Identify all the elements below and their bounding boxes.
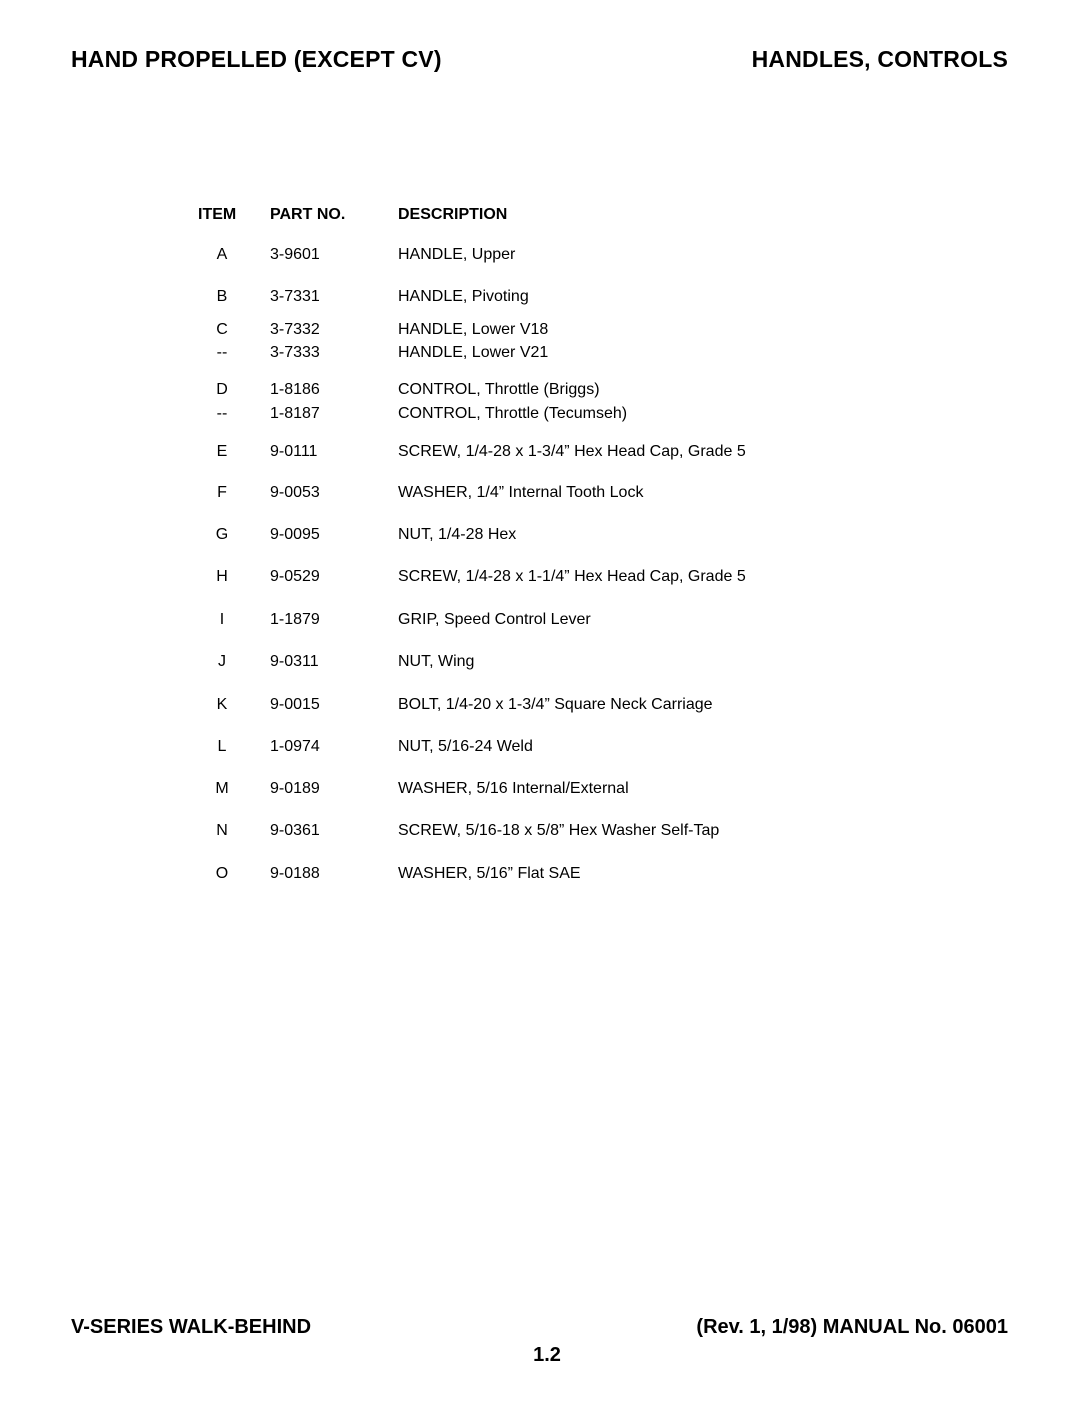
part-description: GRIP, Speed Control Lever — [398, 611, 591, 628]
table-row — [0, 653, 1080, 675]
part-number: 1-1879 — [270, 611, 320, 628]
table-row — [0, 611, 1080, 633]
item-letter: L — [217, 738, 227, 755]
item-letter: I — [219, 611, 225, 628]
part-description: NUT, 5/16-24 Weld — [398, 738, 533, 755]
part-number: 3-9601 — [270, 246, 320, 263]
table-row — [0, 738, 1080, 760]
part-description: HANDLE, Pivoting — [398, 288, 529, 305]
item-letter: F — [217, 484, 227, 501]
part-number: 9-0529 — [270, 568, 320, 585]
part-description: HANDLE, Upper — [398, 246, 516, 263]
table-row — [0, 484, 1080, 506]
item-letter: J — [218, 653, 226, 670]
part-number: 3-7333 — [270, 344, 320, 361]
item-letter: N — [216, 822, 228, 839]
page-number: 1.2 — [533, 1344, 561, 1366]
part-description: NUT, 1/4-28 Hex — [398, 526, 517, 543]
part-number: 9-0361 — [270, 822, 320, 839]
part-description: WASHER, 5/16 Internal/External — [398, 780, 629, 797]
part-number: 1-8186 — [270, 381, 320, 398]
item-letter: B — [216, 288, 228, 305]
part-description: HANDLE, Lower V21 — [398, 344, 549, 361]
item-letter: C — [216, 321, 228, 338]
table-row — [0, 865, 1080, 887]
item-letter: G — [215, 526, 229, 543]
column-header-part-no: PART NO. — [270, 206, 346, 223]
item-letter: A — [216, 246, 228, 263]
part-number: 3-7331 — [270, 288, 320, 305]
table-row — [0, 443, 1080, 465]
item-letter: -- — [216, 405, 228, 422]
part-description: WASHER, 5/16” Flat SAE — [398, 865, 581, 882]
table-row — [0, 780, 1080, 802]
item-letter: D — [216, 381, 228, 398]
item-letter: M — [215, 780, 229, 797]
table-row — [0, 381, 1080, 403]
part-number: 9-0095 — [270, 526, 320, 543]
section-title: HANDLES, CONTROLS — [751, 46, 1008, 72]
table-row — [0, 405, 1080, 427]
part-description: SCREW, 1/4-28 x 1-1/4” Hex Head Cap, Grade 5 — [398, 568, 746, 585]
part-number: 1-0974 — [270, 738, 320, 755]
table-row — [0, 288, 1080, 310]
table-row — [0, 246, 1080, 268]
footer-manual-number: (Rev. 1, 1/98) MANUAL No. 06001 — [696, 1316, 1008, 1338]
column-header-description: DESCRIPTION — [398, 206, 508, 223]
table-row — [0, 344, 1080, 366]
part-number: 9-0053 — [270, 484, 320, 501]
footer-series: V-SERIES WALK-BEHIND — [71, 1316, 312, 1338]
part-description: WASHER, 1/4” Internal Tooth Lock — [398, 484, 644, 501]
page-title: HAND PROPELLED (EXCEPT CV) — [71, 46, 442, 72]
part-number: 9-0015 — [270, 696, 320, 713]
part-number: 9-0188 — [270, 865, 320, 882]
part-description: BOLT, 1/4-20 x 1-3/4” Square Neck Carriage — [398, 696, 713, 713]
table-row — [0, 526, 1080, 548]
part-number: 9-0189 — [270, 780, 320, 797]
part-number: 9-0111 — [270, 443, 318, 460]
part-number: 3-7332 — [270, 321, 320, 338]
item-letter: O — [215, 865, 229, 882]
item-letter: E — [216, 443, 228, 460]
table-row — [0, 822, 1080, 844]
part-number: 9-0311 — [270, 653, 319, 670]
part-description: NUT, Wing — [398, 653, 475, 670]
item-letter: H — [216, 568, 228, 585]
part-description: CONTROL, Throttle (Briggs) — [398, 381, 600, 398]
part-description: HANDLE, Lower V18 — [398, 321, 549, 338]
item-letter: -- — [216, 344, 228, 361]
part-number: 1-8187 — [270, 405, 320, 422]
item-letter: K — [216, 696, 228, 713]
table-row — [0, 696, 1080, 718]
column-header-item: ITEM — [198, 206, 237, 223]
part-description: SCREW, 5/16-18 x 5/8” Hex Washer Self-Tap — [398, 822, 720, 839]
table-row — [0, 321, 1080, 343]
part-description: CONTROL, Throttle (Tecumseh) — [398, 405, 628, 422]
part-description: SCREW, 1/4-28 x 1-3/4” Hex Head Cap, Grade 5 — [398, 443, 746, 460]
table-row — [0, 568, 1080, 590]
